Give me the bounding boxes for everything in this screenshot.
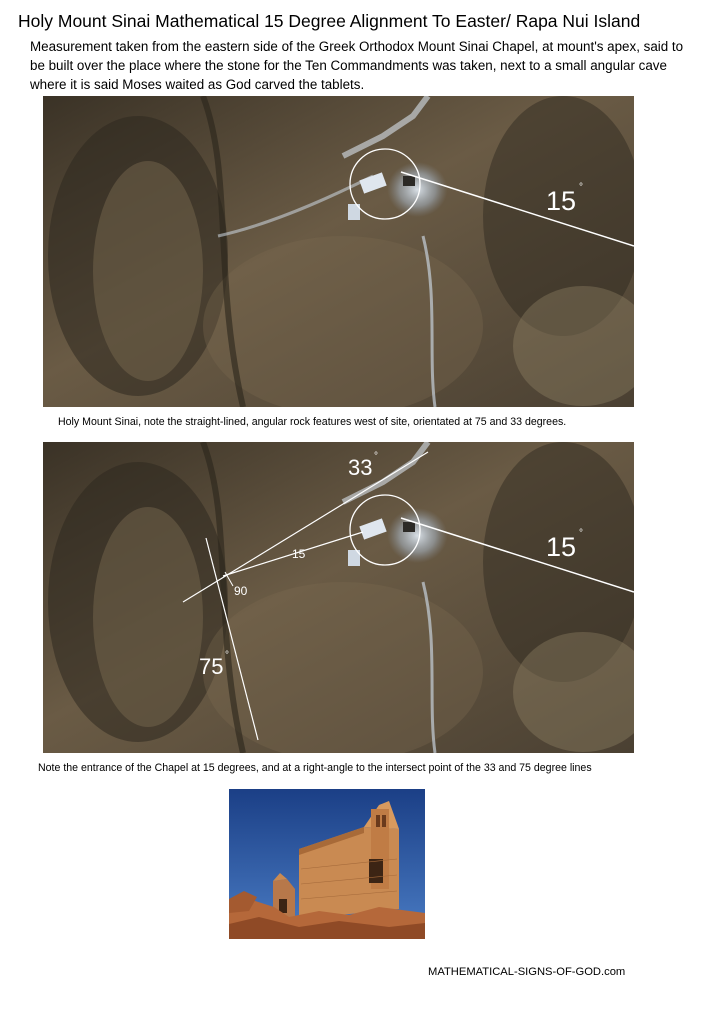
angle-label-90: 90 <box>234 584 248 598</box>
degree-symbol: ° <box>225 650 229 661</box>
site-footer: MATHEMATICAL-SIGNS-OF-GOD.com <box>428 966 626 978</box>
angle-label-15: 15 <box>546 186 577 216</box>
chapel-photo-image <box>229 789 425 939</box>
angle-label-15-large: 15 <box>546 532 577 562</box>
page-title: Holy Mount Sinai Mathematical 15 Degree Alignment To Easter/ Rapa Nui Island <box>18 11 641 31</box>
aerial-photo-top-image <box>43 96 634 407</box>
degree-symbol: ° <box>374 451 378 462</box>
aerial-photo-top <box>43 96 634 407</box>
intro-paragraph: Measurement taken from the eastern side of the Greek Orthodox Mount Sinai Chapel, at mount's apex, said to be built over the place where the stone for the Ten Commandments was taken, next to a small angular cave where it is said Moses waited as God carved the tablets. <box>30 39 684 92</box>
aerial-photo-bottom-image <box>43 442 634 753</box>
angle-label-15-small: 15 <box>292 547 306 561</box>
aerial-photo-bottom <box>43 442 634 753</box>
caption-bottom-photo: Note the entrance of the Chapel at 15 degrees, and at a right-angle to the intersect point of the 33 and 75 degree lines <box>38 762 592 774</box>
degree-symbol: ° <box>579 182 583 193</box>
angle-label-75: 75 <box>199 654 224 679</box>
caption-top-photo: Holy Mount Sinai, note the straight-lined, angular rock features west of site, orientated at 75 and 33 degrees. <box>58 416 567 428</box>
chapel-photo <box>229 789 425 939</box>
angle-label-33: 33 <box>348 455 373 480</box>
degree-symbol: ° <box>579 528 583 539</box>
